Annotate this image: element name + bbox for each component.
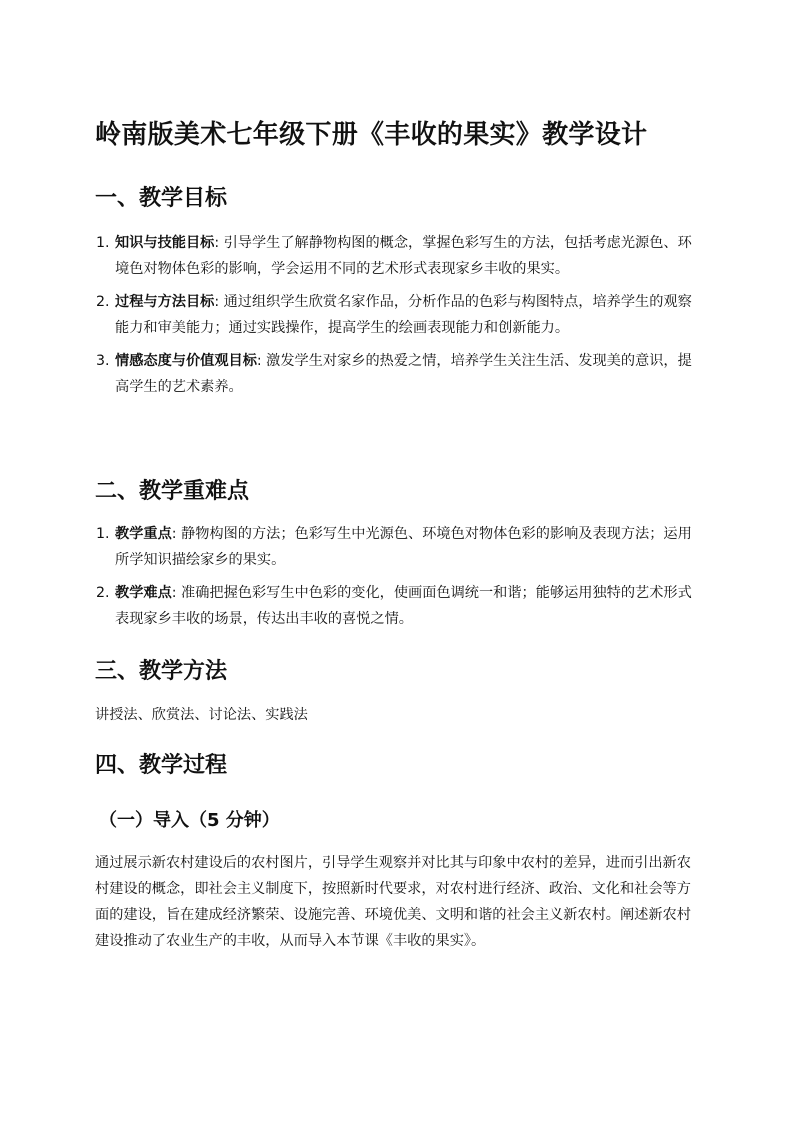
list-number: 1. bbox=[96, 235, 110, 251]
section-heading-process: 四、教学过程 bbox=[95, 753, 228, 778]
list-number: 2. bbox=[96, 294, 110, 310]
item-text: : 引导学生了解静物构图的概念，掌握色彩写生的方法，包括考虑光源色、环境色对物体色彩的影响，学会运用不同的艺术形式表现家乡丰收的果实。 bbox=[115, 235, 692, 277]
key-points-list bbox=[95, 521, 695, 632]
list-item bbox=[95, 289, 695, 341]
list-number: 1. bbox=[96, 526, 110, 542]
list-item bbox=[95, 580, 695, 632]
methods-text: 讲授法、欣赏法、讨论法、实践法 bbox=[95, 707, 308, 723]
item-label: 教学重点 bbox=[115, 526, 172, 542]
document-title: 岭南版美术七年级下册《丰收的果实》教学设计 bbox=[95, 120, 648, 150]
item-label: 知识与技能目标 bbox=[115, 235, 215, 251]
objectives-list bbox=[95, 230, 695, 400]
item-label: 教学难点 bbox=[115, 585, 172, 601]
section-heading-objectives: 一、教学目标 bbox=[95, 186, 228, 211]
list-item bbox=[95, 521, 695, 573]
list-number: 2. bbox=[96, 585, 110, 601]
section-heading-key-points: 二、教学重难点 bbox=[95, 479, 250, 504]
item-label: 情感态度与价值观目标 bbox=[115, 353, 257, 369]
item-text: : 激发学生对家乡的热爱之情，培养学生关注生活、发现美的意识，提高学生的艺术素养。 bbox=[115, 353, 692, 395]
subsection-heading-introduction: （一）导入（5 分钟） bbox=[99, 810, 280, 831]
introduction-text: 通过展示新农村建设后的农村图片，引导学生观察并对比其与印象中农村的差异，进而引出新农村建设的概念，即社会主义制度下，按照新时代要求，对农村进行经济、政治、文化和社会等方面的建设，旨在建成经济繁荣、设施完善、环境优美、文明和谐的社会主义新农村。阐述新农村建设推动了农业生产的丰收，从而导入本节课《丰收的果实》。 bbox=[95, 855, 691, 949]
list-number: 3. bbox=[96, 353, 110, 369]
section-heading-methods: 三、教学方法 bbox=[95, 659, 228, 684]
item-text: : 静物构图的方法；色彩写生中光源色、环境色对物体色彩的影响及表现方法；运用所学知识描绘家乡的果实。 bbox=[115, 526, 692, 568]
item-label: 过程与方法目标 bbox=[115, 294, 215, 310]
list-item bbox=[95, 230, 695, 282]
item-text: : 准确把握色彩写生中色彩的变化，使画面色调统一和谐；能够运用独特的艺术形式表现家乡丰收的场景，传达出丰收的喜悦之情。 bbox=[115, 585, 692, 627]
item-text: : 通过组织学生欣赏名家作品，分析作品的色彩与构图特点，培养学生的观察能力和审美能力；通过实践操作，提高学生的绘画表现能力和创新能力。 bbox=[115, 294, 692, 336]
list-item bbox=[95, 348, 695, 400]
